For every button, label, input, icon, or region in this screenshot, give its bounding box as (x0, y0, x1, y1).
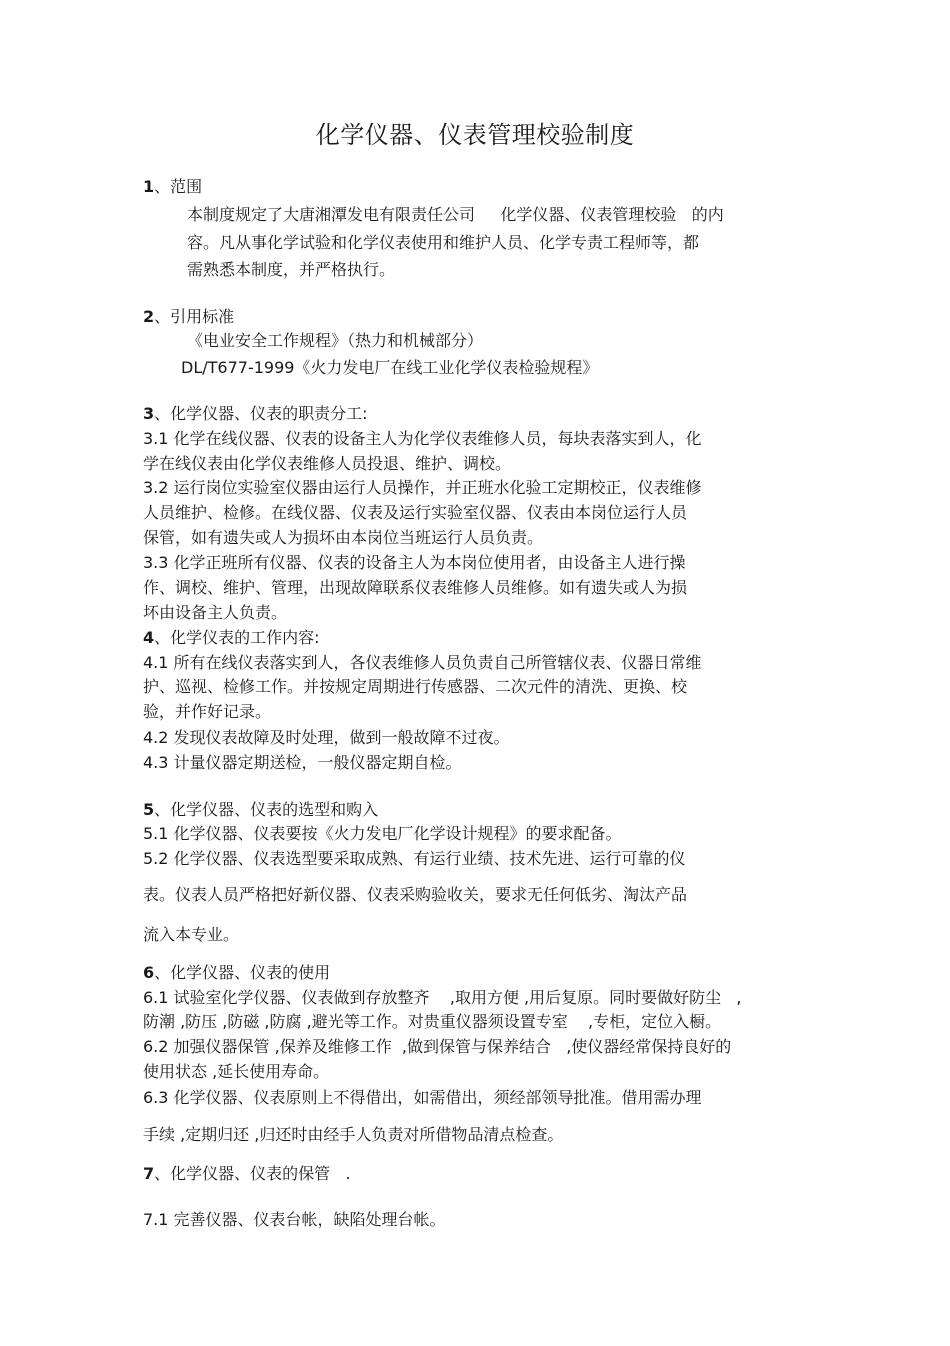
paragraph-line: 3.3 化学正班所有仪器、仪表的设备主人为本岗位使用者，由设备主人进行操 (143, 553, 686, 572)
document-title: 化学仪器、仪表管理校验制度 (315, 121, 635, 149)
section-heading (143, 963, 330, 983)
paragraph-line: 防潮 ,防压 ,防磁 ,防腐 ,避光等工作。对贵重仪器须设置专室 ,专柜，定位入橱。 (143, 1012, 722, 1031)
paragraph-line: 6.2 加强仪器保管 ,保养及维修工作 ,做到保管与保养结合 ,使仪器经常保持良好的 (143, 1037, 732, 1056)
paragraph-line: 4.1 所有在线仪表落实到人，各仪表维修人员负责自己所管辖仪表、仪器日常维 (143, 653, 702, 672)
section-number: 6 (143, 963, 155, 982)
paragraph-line: 容。凡从事化学试验和化学仪表使用和维护人员、化学专责工程师等，都 (187, 233, 700, 252)
reference-line: DL/T677-1999《火力发电厂在线工业化学仪表检验规程》 (181, 358, 599, 377)
section-heading-text: 、化学仪器、仪表的保管 . (154, 1164, 351, 1183)
paragraph-line: 流入本专业。 (143, 925, 240, 944)
paragraph-line: 6.3 化学仪器、仪表原则上不得借出，如需借出，须经部领导批准。借用需办理 (143, 1088, 702, 1107)
section-heading (143, 1164, 351, 1184)
section-number: 2 (143, 307, 155, 326)
paragraph-line: 人员维护、检修。在线仪器、仪表及运行实验室仪器、仪表由本岗位运行人员 (143, 503, 688, 522)
section-heading (143, 177, 202, 197)
paragraph-line: 作、调校、维护、管理，出现故障联系仪表维修人员维修。如有遗失或人为损 (143, 578, 688, 597)
section-heading-text: 、化学仪表的工作内容: (154, 628, 320, 647)
section-number: 7 (143, 1164, 155, 1183)
paragraph-line: 护、巡视、检修工作。并按规定周期进行传感器、二次元件的清洗、更换、校 (143, 677, 688, 696)
section-heading (143, 404, 368, 424)
paragraph-line: 4.2 发现仪表故障及时处理，做到一般故障不过夜。 (143, 728, 510, 747)
section-heading-text: 、引用标准 (154, 307, 235, 326)
paragraph-line: 5.2 化学仪器、仪表选型要采取成熟、有运行业绩、技术先进、运行可靠的仪 (143, 849, 686, 868)
paragraph-line: 本制度规定了大唐湘潭发电有限责任公司 化学仪器、仪表管理校验 的内 (187, 205, 724, 224)
section-heading-text: 、范围 (154, 177, 203, 196)
paragraph-line: 使用状态 ,延长使用寿命。 (143, 1062, 330, 1081)
section-heading (143, 628, 320, 648)
section-number: 3 (143, 404, 155, 423)
section-heading-text: 、化学仪器、仪表的选型和购入 (154, 800, 379, 819)
paragraph-line: 坏由设备主人负责。 (143, 603, 288, 622)
paragraph-line: 手续 ,定期归还 ,归还时由经手人负责对所借物品清点检查。 (143, 1125, 564, 1144)
section-heading-text: 、化学仪器、仪表的职责分工: (154, 404, 368, 423)
paragraph-line: 验，并作好记录。 (143, 702, 272, 721)
section-number: 5 (143, 800, 155, 819)
paragraph-line: 学在线仪表由化学仪表维修人员投退、维护、调校。 (143, 454, 512, 473)
paragraph-line: 保管，如有遗失或人为损坏由本岗位当班运行人员负责。 (143, 528, 544, 547)
paragraph-line: 6.1 试验室化学仪器、仪表做到存放整齐 ,取用方便 ,用后复原。同时要做好防尘 , (143, 988, 742, 1007)
section-heading (143, 307, 234, 327)
paragraph-line: 4.3 计量仪器定期送检，一般仪器定期自检。 (143, 753, 462, 772)
section-number: 4 (143, 628, 155, 647)
section-number: 1 (143, 177, 155, 196)
paragraph-line: 3.1 化学在线仪器、仪表的设备主人为化学仪表维修人员，每块表落实到人，化 (143, 429, 702, 448)
paragraph-line: 表。仪表人员严格把好新仪器、仪表采购验收关，要求无任何低劣、淘汰产品 (143, 885, 688, 904)
paragraph-line: 需熟悉本制度，并严格执行。 (187, 260, 396, 279)
paragraph-line: 7.1 完善仪器、仪表台帐，缺陷处理台帐。 (143, 1210, 446, 1229)
reference-line: 《电业安全工作规程》（热力和机械部分） (187, 331, 484, 350)
paragraph-line: 5.1 化学仪器、仪表要按《火力发电厂化学设计规程》的要求配备。 (143, 824, 622, 843)
paragraph-line: 3.2 运行岗位实验室仪器由运行人员操作，并正班水化验工定期校正，仪表维修 (143, 478, 702, 497)
section-heading (143, 800, 378, 820)
section-heading-text: 、化学仪器、仪表的使用 (154, 963, 331, 982)
